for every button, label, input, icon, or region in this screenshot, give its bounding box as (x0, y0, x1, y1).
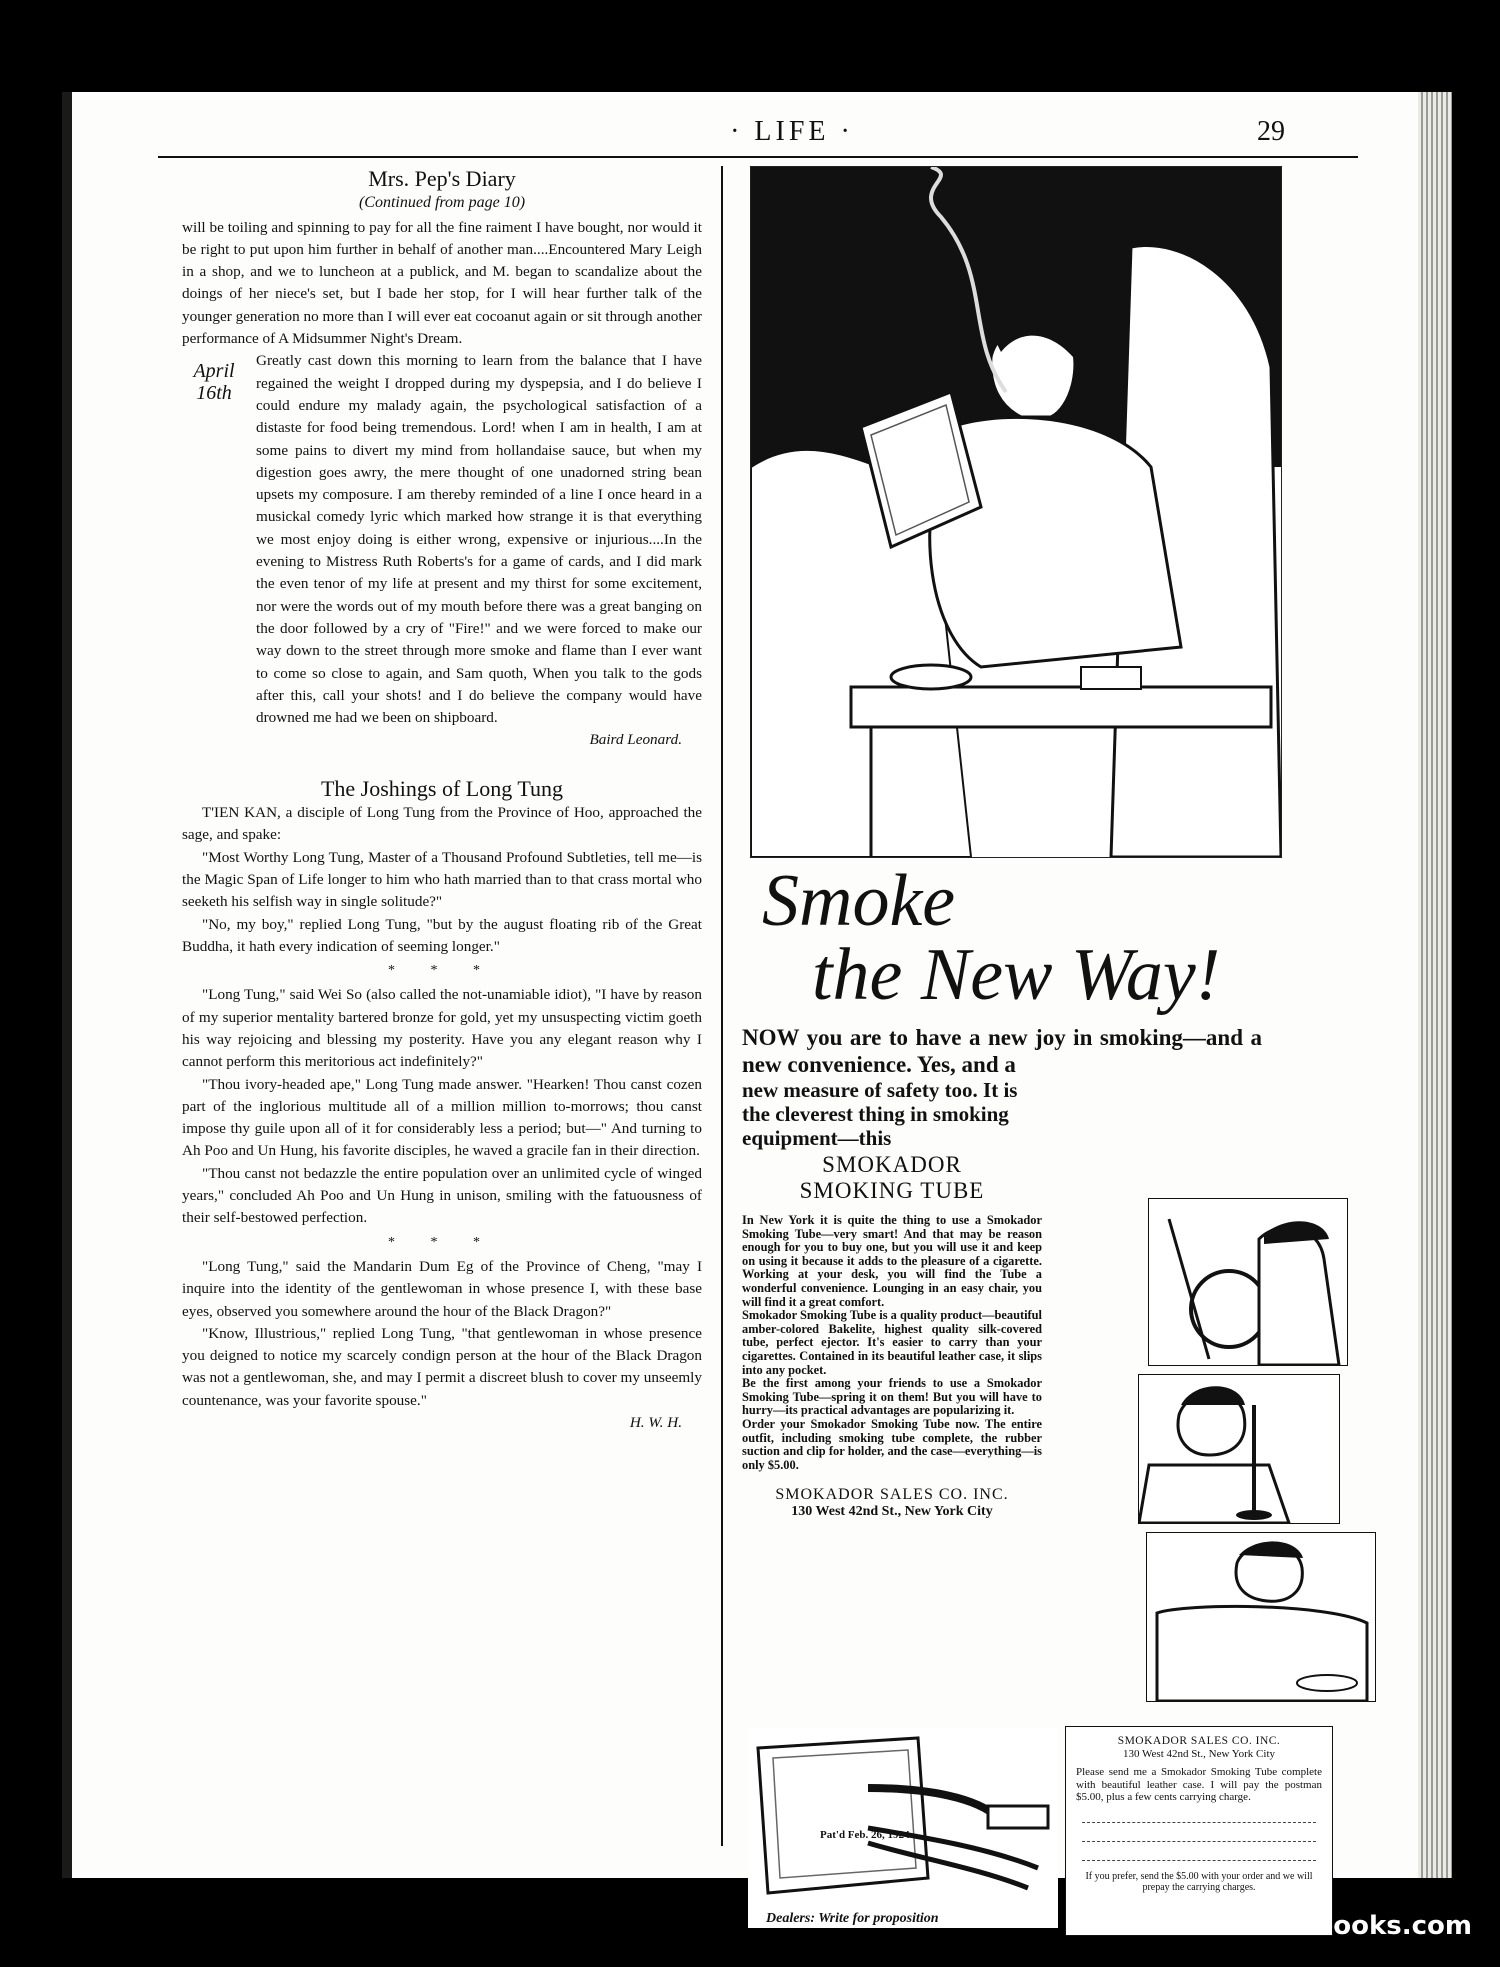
ad-body-paragraph: Be the first among your friends to use a Smokador Smoking Tube—spring it on them! But you will have to hurry—its practical advantages are popularizing it. (742, 1376, 1042, 1418)
left-column (182, 168, 702, 1434)
smoking-tube-product-illustration (748, 1728, 1058, 1928)
product-name-line-2: SMOKING TUBE (799, 1178, 985, 1203)
joshings-signature: H. W. H. (629, 1414, 682, 1432)
ad-body-paragraph: Order your Smokador Smoking Tube now. The entire outfit, including smoking tube complete, the rubber suction and clip for holder, and the case—everything—is only $5.00. (742, 1416, 1042, 1472)
ad-company-address: 130 West 42nd St., New York City (791, 1504, 993, 1520)
running-head: · LIFE · (730, 116, 854, 147)
ad-slogan-line-2: the New Way! (812, 934, 1221, 1016)
driver-drawing (1149, 1199, 1347, 1365)
diary-title: Mrs. Pep's Diary (368, 166, 516, 191)
diary-paragraph-2: Greatly cast down this morning to learn from the balance that I have regained the weight I dropped during my dyspepsia, and I do believe I could endure my malady again, the psychological satisfaction of a distaste for food being tremendous. Lord! when I am in health, I am at some pains to divert my mind from hollandaise sauce, but when my digestion goes awry, the mere thought of one unadorned string bean upsets my composure. I am thereby reminded of a line I once heard in a musickal comedy lyric which marked how strange it is that everything we most enjoy doing is either wrong, expensive or injurious....In the evening to Mistress Ruth Roberts's for a game of cards, and I did mark the even tenor of my life at present and my thirst for some excitement, nor were the words out of my mouth before there was a great banging on the door followed by a cry of "Fire!" and we were forced to make our way down to the street through more smoke and flame than I ever want to come so close to again, and Sam quoth, When you talk to the gods after this, call your shots! and I do believe the company would have drowned me had we been on shipboard. (256, 352, 702, 727)
joshings-paragraph: "Long Tung," said Wei So (also called the not-unamiable idiot), "I have by reason of my superior mentality bartered bronze for gold, yet my unsuspecting victim goeth his way rejoicing and blessing my posterity. Have you any elegant reason why I cannot perform this meritorious act indefinitely?" (182, 986, 702, 1071)
page-edges (1418, 92, 1452, 1878)
page-number: 29 (1257, 116, 1285, 147)
diary-signature: Baird Leonard. (589, 731, 682, 749)
continued-note: (Continued from page 10) (358, 194, 526, 212)
man-reading-drawing (751, 167, 1281, 857)
coupon-footer: If you prefer, send the $5.00 with your order and we will prepay the carrying charges. (1085, 1870, 1313, 1893)
order-coupon[interactable] (1065, 1726, 1333, 1936)
telephone-drawing (1139, 1375, 1339, 1523)
diary-entry-april16 (182, 350, 702, 729)
ad-slogan-line-1: Smoke (762, 860, 956, 942)
coupon-name-line[interactable] (1082, 1804, 1316, 1823)
joshings-paragraph: T'IEN KAN, a disciple of Long Tung from the Province of Hoo, approached the sage, and spake: (182, 804, 702, 844)
joshings-title: The Joshings of Long Tung (320, 775, 564, 801)
section-stars: * * * (388, 963, 496, 979)
product-name-line-1: SMOKADOR (822, 1152, 962, 1177)
tube-and-case-drawing (748, 1728, 1058, 1928)
ad-body-paragraph: Smokador Smoking Tube is a quality product—beautiful amber-colored Bakelite, highest quality silk-covered tube, perfect ejector. It's easier to carry than your cigarettes. Contained in its beautiful leather case, it slips into any pocket. (742, 1308, 1042, 1377)
ad-lead-continued: new measure of safety too. It is the cleverest thing in smoking equipment—this (742, 1078, 1018, 1150)
joshings-paragraph: "Most Worthy Long Tung, Master of a Thousand Profound Subtleties, tell me—is the Magic Span of Life longer to him who hath married than to that crass mortal who seeketh his selfish way in single solitude?" (182, 848, 702, 911)
section-stars: * * * (388, 1234, 496, 1250)
driving-illustration (1148, 1198, 1348, 1366)
coupon-company: SMOKADOR SALES CO. INC. (1117, 1735, 1281, 1747)
man-reading-illustration (750, 166, 1282, 858)
coupon-city-line[interactable] (1082, 1842, 1316, 1861)
coupon-address-line[interactable] (1082, 1823, 1316, 1842)
joshings-paragraph: "Long Tung," said the Mandarin Dum Eg of the Province of Cheng, "may I inquire into the identity of the gentlewoman in whose presence I, with these base eyes, observed you somewhere around the hour of the Black Dragon?" (182, 1257, 702, 1320)
page-spine (62, 92, 72, 1878)
date-label: April 16th (193, 360, 235, 405)
smokador-advertisement (742, 166, 1382, 1926)
lounging-illustration (1146, 1532, 1376, 1702)
dealers-note: Dealers: Write for proposition (766, 1911, 939, 1926)
joshings-paragraph: "Thou canst not bedazzle the entire population over an unlimited cycle of winged years," concluded Ah Poo and Un Hung in unison, smiling with the fatuousness of their self-bestowed perfection. (182, 1164, 702, 1227)
patent-date: Pat'd Feb. 26, 1924 (820, 1829, 910, 1841)
joshings-paragraph: "Thou ivory-headed ape," Long Tung made answer. "Hearken! Thou canst cozen part of the inglorious multitude all of a million million to-morrows; thou canst impose thy guile upon all of it for considerably less a period; but—" And turning to Ah Poo and Un Hung, his favorite disciples, he waved a gracile fan in their direction. (182, 1075, 702, 1160)
joshings-paragraph: "No, my boy," replied Long Tung, "but by the august floating rib of the Great Buddha, it hath every indication of seeming longer." (182, 915, 702, 955)
ad-body-paragraph: In New York it is quite the thing to use a Smokador Smoking Tube—very smart! And that may be reason enough for you to buy one, but you will use it and keep on using it because it adds to the pleasure of a cigarette. Working at your desk, you will find the Tube a wonderful convenience. Lounging in an easy chair, you will find it a great comfort. (742, 1213, 1042, 1309)
joshings-paragraph: "Know, Illustrious," replied Long Tung, "that gentlewoman in whose presence you deigned to notice my scarcely condign person at the hour of the Black Dragon was not a gentlewoman, she, and may I permit a discreet blush to cover my unseemly countenance, was your favorite spouse." (182, 1324, 702, 1409)
column-rule (721, 166, 723, 1846)
magazine-page (62, 92, 1452, 1926)
coupon-address: 130 West 42nd St., New York City (1122, 1747, 1275, 1760)
header-rule (158, 156, 1358, 158)
ad-company-name: SMOKADOR SALES CO. INC. (775, 1486, 1009, 1504)
diary-paragraph-1: will be toiling and spinning to pay for all the fine raiment I have bought, nor would it be right to put upon him further in behalf of another man....Encountered Mary Leigh in a shop, and we to luncheon at a publick, and M. began to scandalize about the doings of her niece's set, but I bade her stop, for I will hear further talk of the younger generation no more than I will ever eat cocoanut again or sit through another performance of A Midsummer Night's Dream. (182, 218, 702, 348)
watermark: comicbooks.com (1229, 1911, 1472, 1941)
coupon-text: Please send me a Smokador Smoking Tube complete with beautiful leather case. I will pay the postman $5.00, plus a few cents carrying charge. (1076, 1766, 1322, 1803)
lounging-drawing (1147, 1533, 1375, 1701)
ad-body-copy (742, 1214, 1042, 1472)
ad-lead: NOW you are to have a new joy in smoking—and a new convenience. Yes, and a (742, 1025, 1262, 1077)
telephone-illustration (1138, 1374, 1340, 1524)
